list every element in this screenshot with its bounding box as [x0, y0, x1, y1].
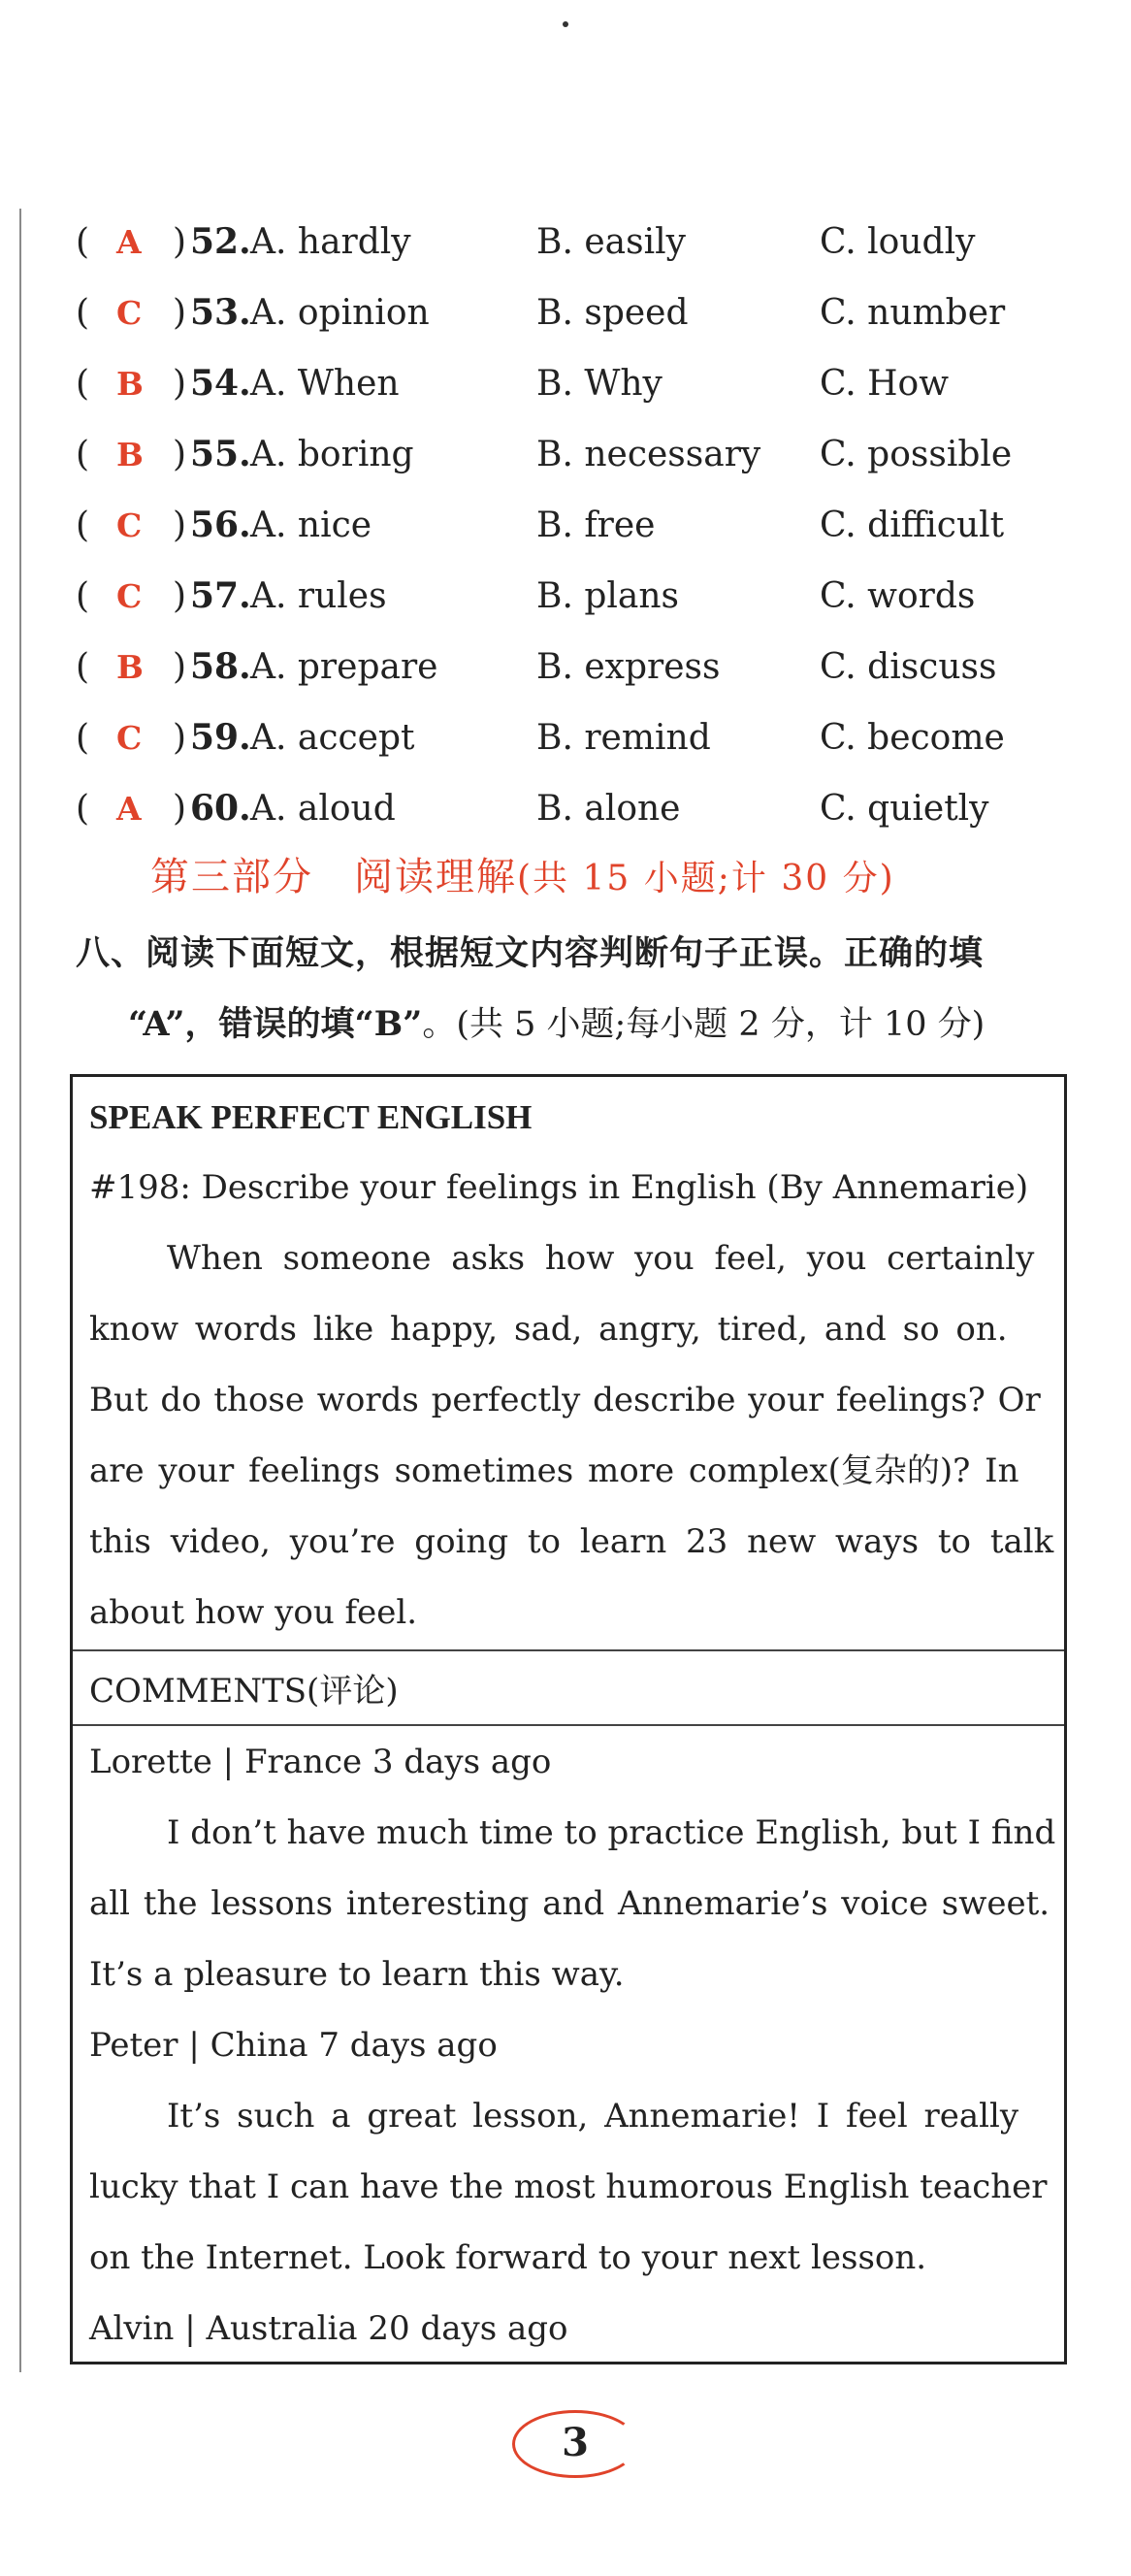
instruction-line-2 — [128, 997, 985, 1046]
option-b: B. remind — [536, 718, 711, 758]
option-a: A. rules — [250, 576, 387, 616]
comments-header — [89, 1656, 1054, 1727]
option-b: B. express — [536, 647, 721, 687]
paren-close: ) — [173, 789, 187, 829]
passage-headline: SPEAK PERFECT ENGLISH — [89, 1098, 533, 1136]
comment-line: It’s a pleasure to learn this way. — [89, 1955, 625, 1994]
option-a: A. boring — [250, 435, 414, 474]
paren-open: ( — [76, 435, 90, 474]
filled-answer: B — [116, 365, 144, 403]
option-c: C. become — [820, 718, 1005, 758]
option-c: C. difficult — [820, 505, 1005, 545]
comment-line: I don’t have much time to practice English, but I find — [167, 1813, 1056, 1852]
passage-subheadline: #198: Describe your feelings in English (By Annemarie) — [89, 1168, 1029, 1207]
page-number: 3 — [562, 2420, 589, 2465]
answer-row — [76, 702, 1084, 773]
filled-answer: C — [116, 506, 143, 544]
question-number: 53. — [190, 292, 251, 333]
paren-open: ( — [76, 647, 90, 687]
option-b: B. free — [536, 505, 656, 545]
question-number: 56. — [190, 505, 251, 545]
paren-open: ( — [76, 576, 90, 616]
instruction-text: 八、阅读下面短文，根据短文内容判断句子正误。正确的填 — [76, 933, 985, 973]
option-c: C. loudly — [820, 222, 976, 262]
comment-meta: Lorette | France 3 days ago — [89, 1743, 552, 1781]
option-b: B. necessary — [536, 435, 761, 474]
option-a: A. prepare — [250, 647, 438, 687]
page-number-badge — [512, 2404, 638, 2482]
option-c: C. number — [820, 293, 1006, 333]
paren-close: ) — [173, 576, 187, 616]
option-c: C. discuss — [820, 647, 997, 687]
question-number: 52. — [190, 221, 251, 262]
question-number: 54. — [190, 363, 251, 404]
answer-row — [76, 632, 1084, 702]
option-a: A. hardly — [250, 222, 411, 262]
comments-list — [89, 1727, 1054, 2364]
instruction-text-wrong: ，错误的填 — [184, 1004, 355, 1044]
answer-list — [76, 207, 1084, 844]
instruction-score: 。(共 5 小题;每小题 2 分，计 10 分) — [422, 1005, 986, 1044]
answer-row — [76, 207, 1084, 277]
passage-line: know words like happy, sad, angry, tired, and so on. — [89, 1310, 1008, 1349]
answer-row — [76, 773, 1084, 844]
filled-answer: A — [116, 223, 142, 261]
option-b: B. easily — [536, 222, 686, 262]
passage-line: When someone asks how you feel, you certainly — [167, 1239, 1035, 1278]
option-c: C. How — [820, 364, 950, 404]
left-margin-line — [19, 209, 21, 2372]
filled-answer: B — [116, 436, 144, 473]
option-a: A. nice — [250, 505, 372, 545]
answer-row — [76, 490, 1084, 561]
question-number: 57. — [190, 575, 251, 616]
comment-line: It’s such a great lesson, Annemarie! I feel really — [167, 2097, 1019, 2136]
filled-answer: C — [116, 294, 143, 332]
option-a: A. aloud — [250, 789, 396, 829]
option-a: A. opinion — [250, 293, 430, 333]
filled-answer: C — [116, 577, 143, 615]
reading-passage-box — [70, 1074, 1067, 2364]
option-b: B. alone — [536, 789, 681, 829]
answer-row — [76, 348, 1084, 419]
question-number: 58. — [190, 646, 251, 687]
comment-line: on the Internet. Look forward to your next lesson. — [89, 2238, 927, 2277]
section-title — [150, 846, 895, 901]
question-number: 59. — [190, 717, 251, 758]
question-number: 60. — [190, 788, 251, 829]
comment-meta: Alvin | Australia 20 days ago — [89, 2309, 568, 2348]
passage-body — [89, 1223, 1054, 1648]
option-a: A. accept — [250, 718, 415, 758]
option-b: B. speed — [536, 293, 689, 333]
section-title-main: 第三部分 阅读理解 — [150, 855, 517, 899]
paren-close: ) — [173, 505, 187, 545]
comment-meta: Peter | China 7 days ago — [89, 2026, 498, 2065]
instruction-line-1 — [76, 927, 984, 975]
paren-close: ) — [173, 222, 187, 262]
paren-open: ( — [76, 364, 90, 404]
filled-answer: C — [116, 719, 143, 757]
top-mark — [563, 21, 568, 27]
option-c: C. possible — [820, 435, 1013, 474]
passage-line: are your feelings sometimes more complex(复杂的)? In — [89, 1451, 1019, 1490]
passage-header — [89, 1082, 1054, 1223]
passage-line: this video, you’re going to learn 23 new ways to talk — [89, 1522, 1054, 1561]
paren-open: ( — [76, 293, 90, 333]
option-c: C. quietly — [820, 789, 989, 829]
comment-line: all the lessons interesting and Annemarie’s voice sweet. — [89, 1884, 1050, 1923]
option-a: A. When — [250, 364, 400, 404]
instruction-answer-b: “B” — [354, 1004, 423, 1044]
passage-line: about how you feel. — [89, 1593, 418, 1632]
comment-line: lucky that I can have the most humorous English teacher — [89, 2168, 1048, 2206]
paren-close: ) — [173, 647, 187, 687]
filled-answer: B — [116, 648, 144, 686]
divider — [73, 1724, 1064, 1726]
option-c: C. words — [820, 576, 976, 616]
question-number: 55. — [190, 434, 251, 474]
paren-open: ( — [76, 505, 90, 545]
answer-row — [76, 419, 1084, 490]
paren-close: ) — [173, 718, 187, 758]
divider — [73, 1649, 1064, 1651]
paren-open: ( — [76, 718, 90, 758]
passage-line: But do those words perfectly describe your feelings? Or — [89, 1381, 1041, 1419]
option-b: B. Why — [536, 364, 662, 404]
paren-open: ( — [76, 789, 90, 829]
paren-close: ) — [173, 293, 187, 333]
section-title-score: (共 15 小题;计 30 分) — [517, 859, 895, 898]
filled-answer: A — [116, 790, 142, 828]
answer-row — [76, 277, 1084, 348]
paren-close: ) — [173, 364, 187, 404]
answer-row — [76, 561, 1084, 632]
paren-open: ( — [76, 222, 90, 262]
comments-title: COMMENTS(评论) — [89, 1672, 399, 1711]
instruction-answer-a: “A” — [128, 1004, 185, 1044]
paren-close: ) — [173, 435, 187, 474]
option-b: B. plans — [536, 576, 680, 616]
